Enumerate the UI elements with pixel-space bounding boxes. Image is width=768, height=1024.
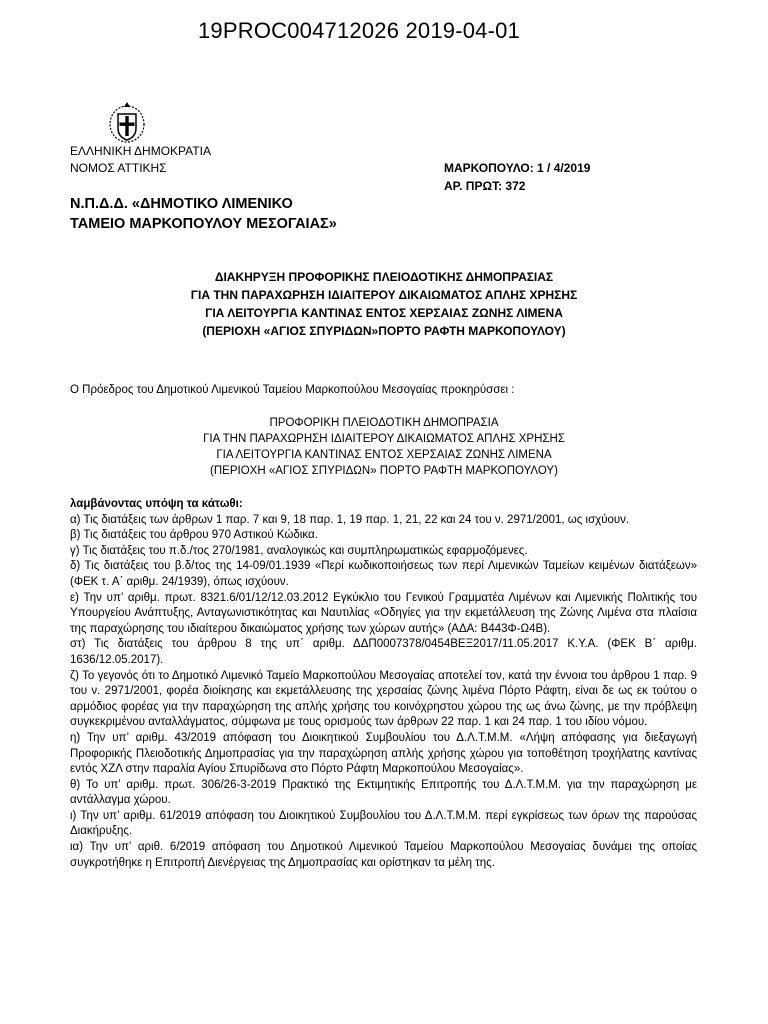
auction-title-line3: ΓΙΑ ΛΕΙΤΟΥΡΓΙΑ ΚΑΝΤΙΝΑΣ ΕΝΤΟΣ ΧΕΡΣΑΙΑΣ ΖΩΝΗΣ ΛΙΜΕΝΑ: [216, 449, 552, 461]
considerations-section: [70, 497, 697, 871]
consideration-item: β) Τις διατάξεις του άρθρου 970 Αστικού Κώδικα.: [70, 529, 318, 542]
notice-title-line3: ΓΙΑ ΛΕΙΤΟΥΡΓΙΑ ΚΑΝΤΙΝΑΣ ΕΝΤΟΣ ΧΕΡΣΑΙΑΣ ΖΩΝΗΣ ΛΙΜΕΝΑ: [205, 306, 563, 320]
consideration-item: ια) Την υπ’ αριθ. 6/2019 απόφαση του Δημοτικού Λιμενικού Ταμείου Μαρκοπούλου Μεσογαίας δυνάμει της οποίας συγκροτήθηκε η Επιτροπή Διενέργειας της Δημοπρασίας και ορίστηκαν τα μέλη της.: [70, 841, 697, 869]
notice-title-line1: ΔΙΑΚΗΡΥΞΗ ΠΡΟΦΟΡΙΚΗΣ ΠΛΕΙΟΔΟΤΙΚΗΣ ΔΗΜΟΠΡΑΣΙΑΣ: [214, 270, 554, 284]
consideration-item: α) Τις διατάξεις των άρθρων 1 παρ. 7 και 9, 18 παρ. 1, 19 παρ. 1, 21, 22 και 24 του ν. 2971/2001, ως ισχύουν.: [70, 513, 630, 526]
auction-title-line2: ΓΙΑ ΤΗΝ ΠΑΡΑΧΩΡΗΣΗ ΙΔΙΑΙΤΕΡΟΥ ΔΙΚΑΙΩΜΑΤΟΣ ΑΠΛΗΣ ΧΡΗΣΗΣ: [203, 433, 565, 445]
prefecture-label: ΝΟΜΟΣ ΑΤΤΙΚΗΣ: [70, 161, 167, 175]
consideration-item: δ) Τις διατάξεις του β.δ/τος της 14-09/01.1939 «Περί κωδικοποιήσεως των περί Λιμενικών Ταμείων κειμένων διατάξεων» (ΦΕΚ τ. Α΄ αριθμ. 24/1939), όπως ισχύουν.: [70, 560, 697, 588]
consideration-item: ζ) Το γεγονός ότι το Δημοτικό Λιμενικό Ταμείο Μαρκοπούλου Μεσογαίας αποτελεί τον, κατά την έννοια του άρθρου 1 παρ. 9 του ν. 2971/2001, φορέα διοίκησης και εκμετάλλευσης της χερσαίας ζώνης λιμένα Πόρτο Ράφτη, είναι δε ως εκ τούτου ο αρμόδιος φορέας για την παραχώρηση της απλής χρήσης του κοινόχρηστου χώρου της ως άνω ζώνης, με την πρόβλεψη συγκεκριμένου ανταλλάγματος, σύμφωνα με τους ορισμούς των άρθρων 22 παρ. 1 και 24 παρ. 1 του ιδίου νόμου.: [70, 669, 697, 729]
republic-label: ΕΛΛΗΝΙΚΗ ΔΗΜΟΚΡΑΤΙΑ: [70, 144, 211, 158]
consideration-item: στ) Τις διατάξεις του άρθρου 8 της υπ΄ αριθμ. ΔΔΠ0007378/0454ΒΕΞ2017/11.05.2017 Κ.Υ.Α. (ΦΕΚ Β΄ αριθμ. 1636/12.05.2017).: [70, 638, 697, 666]
consideration-item: θ) Το υπ’ αριθμ. πρωτ. 306/26-3-2019 Πρακτικό της Εκτιμητικής Επιτροπής του Δ.Λ.Τ.Μ.Μ. για την παραχώρηση με αντάλλαγμα χώρου.: [70, 778, 697, 807]
auction-title-line4: (ΠΕΡΙΟΧΗ «ΑΓΙΟΣ ΣΠΥΡΙΔΩΝ» ΠΟΡΤΟ ΡΑΦΤΗ ΜΑΡΚΟΠΟΥΛΟΥ): [210, 465, 558, 477]
protocol-number: ΑΡ. ΠΡΩΤ: 372: [444, 179, 526, 193]
document-id: 19PROC004712026 2019-04-01: [198, 18, 520, 43]
notice-title-line2: ΓΙΑ ΤΗΝ ΠΑΡΑΧΩΡΗΣΗ ΙΔΙΑΙΤΕΡΟΥ ΔΙΚΑΙΩΜΑΤΟΣ ΑΠΛΗΣ ΧΡΗΣΗΣ: [190, 288, 578, 302]
consideration-item: ε) Την υπ’ αριθμ. πρωτ. 8321.6/01/12/12.03.2012 Εγκύκλιο του Γενικού Γραμματέα Λιμένων και Λιμενικής Πολιτικής του Υπουργείου Ανάπτυξης, Ανταγωνιστικότητας και Ναυτιλίας «Οδηγίες για την εκμετάλλευση της Ζώνης Λιμένα στα πλαίσια της παραχώρησης του ιδιαίτερου δικαιώματος χρήσης των χώρων αυτής» (ΑΔΑ: Β443Φ-Ω4Β).: [70, 591, 697, 635]
intro-text: Ο Πρόεδρος του Δημοτικού Λιμενικού Ταμείου Μαρκοπούλου Μεσογαίας προκηρύσσει :: [70, 384, 515, 396]
org-name-line1: Ν.Π.Δ.Δ. «ΔΗΜΟΤΙΚΟ ΛΙΜΕΝΙΚΟ: [70, 196, 293, 212]
consideration-item: ι) Την υπ’ αριθμ. 61/2019 απόφαση του Διοικητικού Συμβουλίου του Δ.Λ.Τ.Μ.Μ. περί εγκρίσεως των όρων της παρούσας Διακήρυξης.: [70, 809, 697, 838]
auction-title-line1: ΠΡΟΦΟΡΙΚΗ ΠΛΕΙΟΔΟΤΙΚΗ ΔΗΜΟΠΡΑΣΙΑ: [269, 417, 499, 429]
place-date: ΜΑΡΚΟΠΟΥΛΟ: 1 / 4/2019: [444, 161, 591, 175]
notice-title-line4: (ΠΕΡΙΟΧΗ «ΑΓΙΟΣ ΣΠΥΡΙΔΩΝ»ΠΟΡΤΟ ΡΑΦΤΗ ΜΑΡΚΟΠΟΥΛΟΥ): [202, 324, 566, 338]
considerations-heading: λαμβάνοντας υπόψη τα κάτωθι:: [70, 498, 243, 510]
consideration-item: η) Την υπ’ αριθμ. 43/2019 απόφαση του Διοικητικού Συμβουλίου του Δ.Λ.Τ.Μ.Μ. «Λήψη απόφασης για διεξαγωγή Προφορικής Πλειοδοτικής Δημοπρασίας για την παραχώρηση απλής χρήσης χώρου για τοποθέτηση τροχήλατης καντίνας εντός ΧΖΛ στην παραλία Αγίου Σπυρίδωνα στο Πόρτο Ράφτη Μαρκοπούλου Μεσογαίας».: [70, 731, 697, 776]
consideration-item: γ) Τις διατάξεις του π.δ./τος 270/1981, αναλογικώς και συμπληρωματικώς εφαρμοζόμενες.: [70, 544, 528, 557]
greek-emblem-icon: [108, 100, 146, 144]
org-name-line2: ΤΑΜΕΙΟ ΜΑΡΚΟΠΟΥΛΟΥ ΜΕΣΟΓΑΙΑΣ»: [70, 216, 337, 232]
